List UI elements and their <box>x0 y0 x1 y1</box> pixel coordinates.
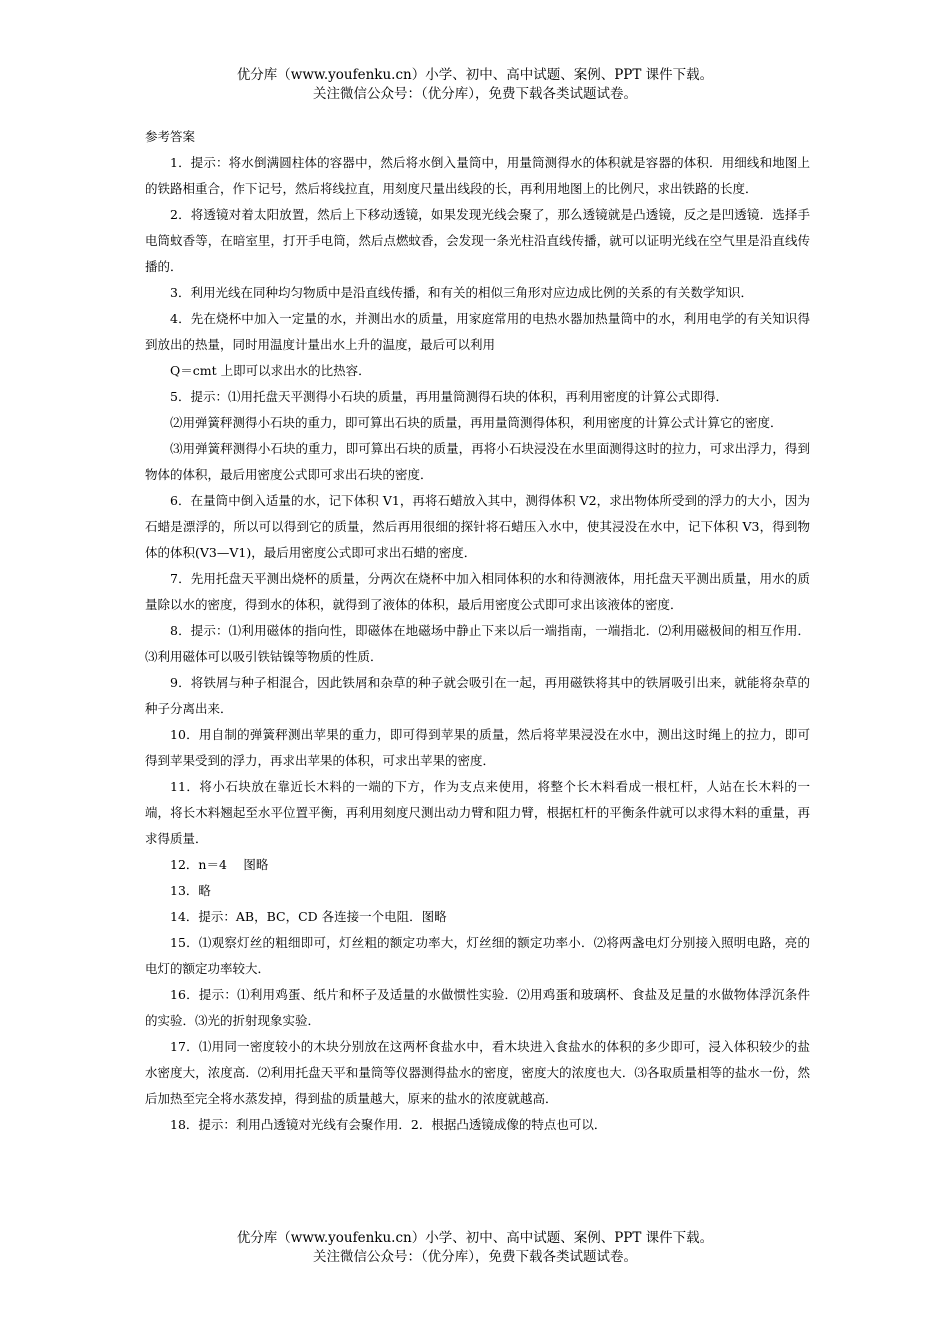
answer-paragraph-5: 5．提示：⑴用托盘天平测得小石块的质量，再用量筒测得石块的体积，再利用密度的计算公式即得． <box>170 389 728 404</box>
page-header <box>0 66 950 104</box>
answer-paragraph-2: 2．将透镜对着太阳放置，然后上下移动透镜，如果发现光线会聚了，那么透镜就是凸透镜，反之是凹透镜．选择手电筒蚊香等，在暗室里，打开手电筒，然后点燃蚊香，会发现一条光柱沿直线传播，就可以证明光线在空气里是沿直线传播的． <box>145 207 810 274</box>
answer-paragraph-8: 8．提示：⑴利用磁体的指向性，即磁体在地磁场中静止下来以后一端指南，一端指北．⑵利用磁极间的相互作用．⑶利用磁体可以吸引铁钴镍等物质的性质． <box>145 623 810 664</box>
header-line-2: 关注微信公众号：（优分库），免费下载各类试题试卷。 <box>313 86 637 102</box>
section-title: 参考答案 <box>145 129 196 144</box>
header-line-1: 优分库（www.youfenku.cn）小学、初中、高中试题、案例、PPT 课件下载。 <box>236 67 714 83</box>
answer-paragraph-4-formula: Q＝cmt 上即可以求出水的比热容． <box>170 363 371 378</box>
answer-paragraph-1: 1．提示：将水倒满圆柱体的容器中，然后将水倒入量筒中，用量筒测得水的体积就是容器的体积．用细线和地图上的铁路相重合，作下记号，然后将线拉直，用刻度尺量出线段的长，再利用地图上的比例尺，求出铁路的长度． <box>145 155 810 196</box>
answer-paragraph-11: 11．将小石块放在靠近长木料的一端的下方，作为支点来使用，将整个长木料看成一根杠杆，人站在长木料的一端，将长木料翘起至水平位置平衡，再利用刻度尺测出动力臂和阻力臂，根据杠杆的平衡条件就可以求得木料的重量，再求得质量． <box>145 779 810 846</box>
answer-paragraph-17: 17．⑴用同一密度较小的木块分别放在这两杯食盐水中，看木块进入食盐水的体积的多少即可，浸入体积较少的盐水密度大，浓度高．⑵利用托盘天平和量筒等仪器测得盐水的密度，密度大的浓度也大．⑶各取质量相等的盐水一份，然后加热至完全将水蒸发掉，得到盐的质量越大，原来的盐水的浓度就越高． <box>145 1039 810 1106</box>
answer-paragraph-15: 15．⑴观察灯丝的粗细即可，灯丝粗的额定功率大，灯丝细的额定功率小．⑵将两盏电灯分别接入照明电路，亮的电灯的额定功率较大． <box>145 935 810 976</box>
answer-paragraph-16: 16．提示：⑴利用鸡蛋、纸片和杯子及适量的水做惯性实验．⑵用鸡蛋和玻璃杯、食盐及足量的水做物体浮沉条件的实验．⑶光的折射现象实验． <box>145 987 810 1028</box>
answer-paragraph-12: 12．n＝4 图略 <box>170 857 269 872</box>
page-footer <box>0 1229 950 1267</box>
answer-paragraph-5-part-3: ⑶用弹簧秤测得小石块的重力，即可算出石块的质量，再将小石块浸没在水里面测得这时的拉力，可求出浮力，得到物体的体积，最后用密度公式即可求出石块的密度． <box>145 441 810 482</box>
answer-content <box>145 124 810 1138</box>
answer-paragraph-5-part-2: ⑵用弹簧秤测得小石块的重力，即可算出石块的质量，再用量筒测得体积，利用密度的计算公式计算它的密度． <box>170 415 783 430</box>
answer-paragraph-4: 4．先在烧杯中加入一定量的水，并测出水的质量，用家庭常用的电热水器加热量筒中的水，利用电学的有关知识得到放出的热量，同时用温度计量出水上升的温度，最后可以利用 <box>145 311 810 352</box>
footer-line-2: 关注微信公众号：（优分库），免费下载各类试题试卷。 <box>313 1249 637 1265</box>
answer-paragraph-6: 6．在量筒中倒入适量的水，记下体积 V1，再将石蜡放入其中，测得体积 V2，求出物体所受到的浮力的大小，因为石蜡是漂浮的，所以可以得到它的质量，然后再用很细的探针将石蜡压入水中，使其浸没在水中，记下体积 V3，得到物体的体积(V3—V1)，最后用密度公式即可求出石蜡的密度． <box>145 493 810 560</box>
answer-paragraph-9: 9．将铁屑与种子相混合，因此铁屑和杂草的种子就会吸引在一起，再用磁铁将其中的铁屑吸引出来，就能将杂草的种子分离出来． <box>145 675 810 716</box>
answer-paragraph-18: 18．提示：利用凸透镜对光线有会聚作用．2．根据凸透镜成像的特点也可以． <box>170 1117 607 1132</box>
answer-paragraph-7: 7．先用托盘天平测出烧杯的质量，分两次在烧杯中加入相同体积的水和待测液体，用托盘天平测出质量，用水的质量除以水的密度，得到水的体积，就得到了液体的体积，最后用密度公式即可求出该液体的密度． <box>145 571 810 612</box>
answer-paragraph-10: 10．用自制的弹簧秤测出苹果的重力，即可得到苹果的质量，然后将苹果浸没在水中，测出这时绳上的拉力，即可得到苹果受到的浮力，再求出苹果的体积，可求出苹果的密度． <box>145 727 810 768</box>
answer-paragraph-14: 14．提示：AB，BC，CD 各连接一个电阻．图略 <box>170 909 447 924</box>
answer-paragraph-13: 13．略 <box>170 883 211 898</box>
answer-paragraph-3: 3．利用光线在同种均匀物质中是沿直线传播，和有关的相似三角形对应边成比例的关系的有关数学知识． <box>170 285 753 300</box>
footer-line-1: 优分库（www.youfenku.cn）小学、初中、高中试题、案例、PPT 课件下载。 <box>236 1230 714 1246</box>
